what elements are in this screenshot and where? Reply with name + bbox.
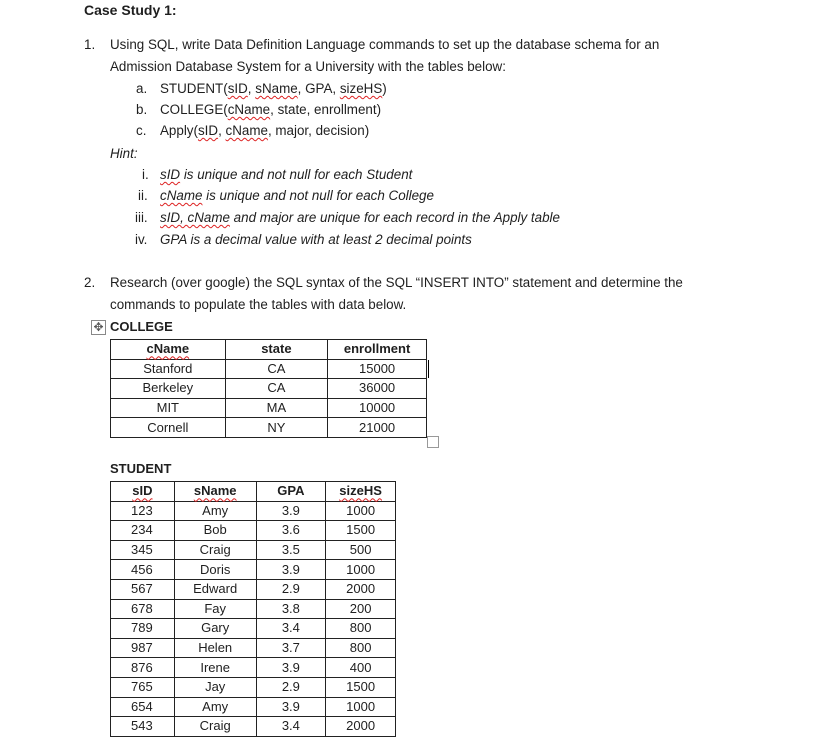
table-cell: Fay — [174, 599, 256, 619]
hint-ii-marker: ii. — [138, 188, 148, 203]
table-row — [111, 717, 396, 737]
table-cell: MIT — [111, 398, 226, 418]
table-cell: Bob — [174, 521, 256, 541]
q1-item-c-marker: c. — [136, 123, 147, 138]
student-header-sname: sName — [174, 482, 256, 502]
table-row — [111, 658, 396, 678]
q1-line1: Using SQL, write Data Definition Language commands to set up the database schema for an — [110, 37, 660, 52]
table-cell: Gary — [174, 619, 256, 639]
q2-number: 2. — [84, 275, 96, 290]
table-cell: NY — [225, 418, 328, 438]
table-cell: MA — [225, 398, 328, 418]
text-cursor — [428, 360, 429, 378]
table-cell: 765 — [111, 677, 175, 697]
table-row — [111, 599, 396, 619]
table-row — [111, 560, 396, 580]
college-header-cname: cName — [111, 340, 226, 360]
table-cell: 800 — [326, 619, 396, 639]
table-cell: 345 — [111, 540, 175, 560]
table-cell: 3.6 — [256, 521, 326, 541]
table-cell: 21000 — [328, 418, 427, 438]
table-cell: Jay — [174, 677, 256, 697]
table-cell: 36000 — [328, 379, 427, 399]
hint-i-marker: i. — [142, 167, 149, 182]
table-cell: 3.7 — [256, 638, 326, 658]
table-cell: 1000 — [326, 560, 396, 580]
q1-item-b: COLLEGE(cName, state, enrollment) — [160, 102, 382, 117]
table-cell: 2000 — [326, 717, 396, 737]
student-header-sid: sID — [111, 482, 175, 502]
student-table — [110, 481, 396, 737]
table-row — [111, 398, 427, 418]
table-cell: 3.4 — [256, 619, 326, 639]
table-cell: 1000 — [326, 501, 396, 521]
hint-ii: cName is unique and not null for each College — [160, 188, 434, 203]
q2-line1: Research (over google) the SQL syntax of the SQL “INSERT INTO” statement and determine the — [110, 275, 683, 290]
table-cell: 876 — [111, 658, 175, 678]
table-cell: 2000 — [326, 579, 396, 599]
hint-iii: sID, cName and major are unique for each record in the Apply table — [160, 210, 560, 225]
table-cell: 15000 — [328, 359, 427, 379]
table-cell: 3.9 — [256, 697, 326, 717]
table-cell: 3.9 — [256, 658, 326, 678]
table-cell: 1500 — [326, 521, 396, 541]
table-cell: 3.9 — [256, 501, 326, 521]
hint-label: Hint: — [110, 146, 138, 161]
table-cell: Craig — [174, 540, 256, 560]
table-cell: Stanford — [111, 359, 226, 379]
table-cell: 1500 — [326, 677, 396, 697]
table-cell: 654 — [111, 697, 175, 717]
table-cell: Helen — [174, 638, 256, 658]
student-header-gpa: GPA — [256, 482, 326, 502]
table-cell: 2.9 — [256, 579, 326, 599]
table-cell: CA — [225, 379, 328, 399]
table-row — [111, 379, 427, 399]
table-cell: 400 — [326, 658, 396, 678]
table-cell: 3.9 — [256, 560, 326, 580]
table-cell: 200 — [326, 599, 396, 619]
table-cell: Berkeley — [111, 379, 226, 399]
table-cell: 567 — [111, 579, 175, 599]
table-cell: Doris — [174, 560, 256, 580]
table-cell: 2.9 — [256, 677, 326, 697]
hint-iv-marker: iv. — [135, 232, 148, 247]
table-row — [111, 579, 396, 599]
table-cell: Irene — [174, 658, 256, 678]
table-row — [111, 359, 427, 379]
student-label: STUDENT — [110, 461, 172, 476]
table-cell: Craig — [174, 717, 256, 737]
table-cell: 3.8 — [256, 599, 326, 619]
college-label: COLLEGE — [110, 319, 173, 334]
table-row — [111, 418, 427, 438]
college-table — [110, 339, 427, 438]
hint-i: sID is unique and not null for each Student — [160, 167, 413, 182]
table-cell: 123 — [111, 501, 175, 521]
table-cell: 3.4 — [256, 717, 326, 737]
table-cell: 3.5 — [256, 540, 326, 560]
table-cell: Amy — [174, 697, 256, 717]
table-resize-handle-icon[interactable] — [427, 436, 439, 448]
hint-iv: GPA is a decimal value with at least 2 decimal points — [160, 232, 472, 247]
table-cell: 678 — [111, 599, 175, 619]
table-cell: 987 — [111, 638, 175, 658]
table-cell: Amy — [174, 501, 256, 521]
table-cell: 10000 — [328, 398, 427, 418]
table-row — [111, 540, 396, 560]
college-header-state: state — [225, 340, 328, 360]
q1-item-c: Apply(sID, cName, major, decision) — [160, 123, 370, 138]
table-cell: Edward — [174, 579, 256, 599]
page-title: Case Study 1: — [84, 2, 177, 18]
table-row — [111, 677, 396, 697]
table-row — [111, 697, 396, 717]
college-header-enrollment: enrollment — [328, 340, 427, 360]
table-cell: CA — [225, 359, 328, 379]
table-cell: 234 — [111, 521, 175, 541]
student-header-sizehs: sizeHS — [326, 482, 396, 502]
table-cell: 456 — [111, 560, 175, 580]
table-row — [111, 638, 396, 658]
table-row — [111, 521, 396, 541]
table-row — [111, 619, 396, 639]
q1-number: 1. — [84, 37, 96, 52]
table-cell: 1000 — [326, 697, 396, 717]
q1-item-b-marker: b. — [136, 102, 148, 117]
table-cell: 543 — [111, 717, 175, 737]
q2-line2: commands to populate the tables with data below. — [110, 297, 407, 312]
q1-line2: Admission Database System for a University with the tables below: — [110, 59, 506, 74]
hint-iii-marker: iii. — [135, 210, 148, 225]
table-cell: 789 — [111, 619, 175, 639]
college-header-row — [111, 340, 427, 360]
table-cell: Cornell — [111, 418, 226, 438]
table-row — [111, 501, 396, 521]
table-move-handle-icon[interactable]: ✥ — [91, 320, 106, 335]
student-body — [111, 501, 396, 736]
table-cell: 800 — [326, 638, 396, 658]
table-cell: 500 — [326, 540, 396, 560]
student-header-row — [111, 482, 396, 502]
q1-item-a: STUDENT(sID, sName, GPA, sizeHS) — [160, 81, 387, 96]
q1-item-a-marker: a. — [136, 81, 148, 96]
